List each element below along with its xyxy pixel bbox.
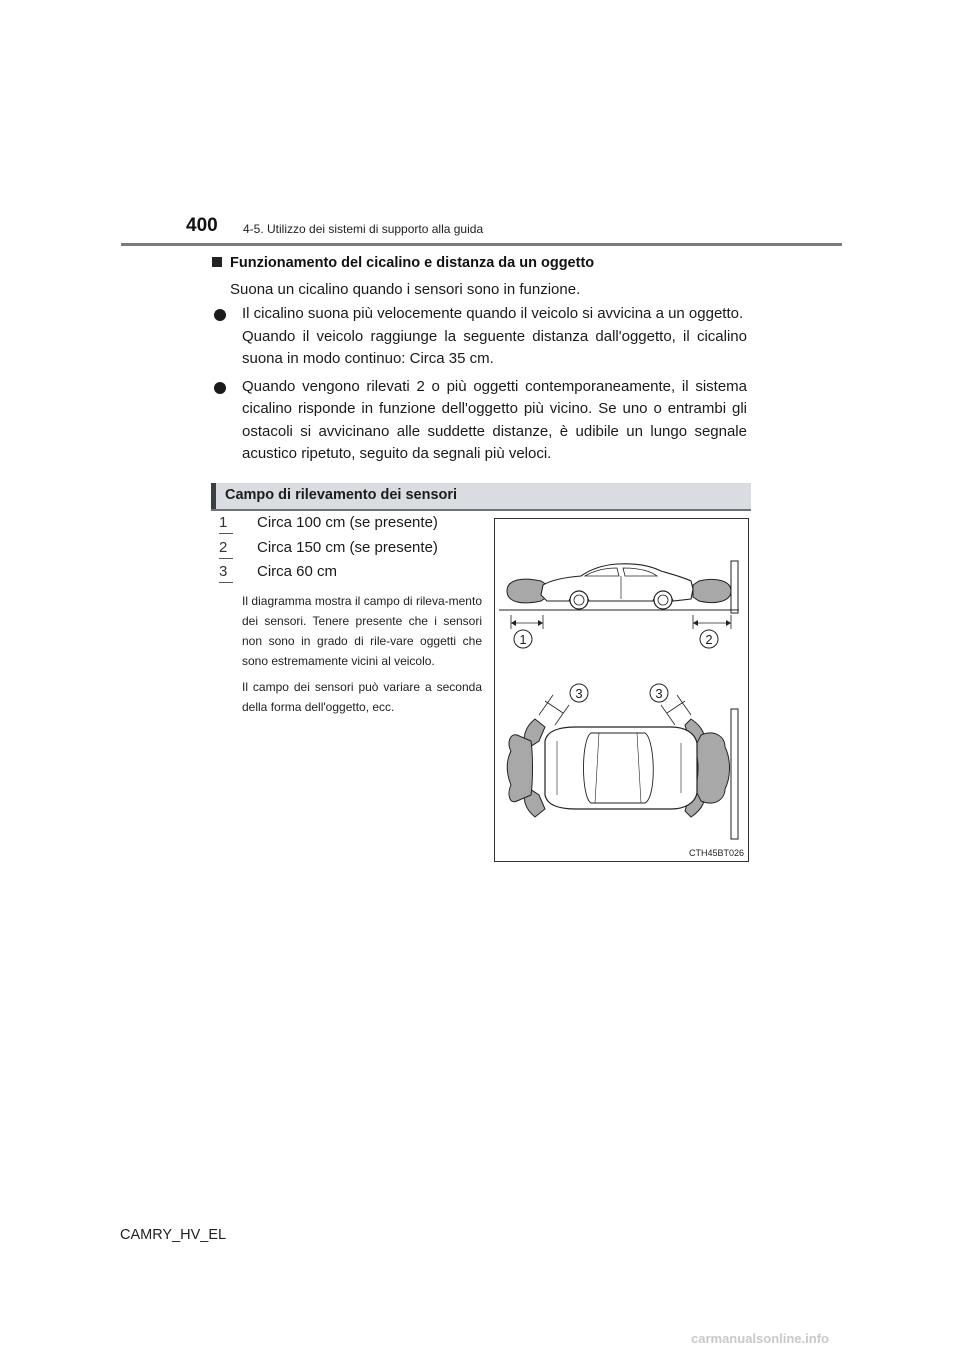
notes (242, 591, 482, 723)
note-text: Il campo dei sensori può variare a seconda della forma dell'oggetto, ecc. (242, 680, 482, 714)
bullet-text: Il cicalino suona più velocemente quando il veicolo si avvicina a un oggetto. (242, 305, 744, 322)
callout-label: 3 (575, 686, 583, 701)
section-accent (211, 483, 216, 509)
bullet-list (211, 303, 747, 471)
callout-label: 2 (705, 632, 713, 647)
front-center-zone (507, 735, 532, 802)
wall (731, 561, 738, 613)
bullet-text: Quando il veicolo raggiunge la seguente distanza dall'oggetto, il cicalino suona in modo continuo: Circa 35 cm. (242, 327, 747, 367)
bullet-item (211, 376, 747, 466)
sub-heading-text: Funzionamento del cicalino e distanza da un oggetto (230, 255, 595, 271)
intro-text: Suona un cicalino quando i sensori sono in funzione. (230, 281, 581, 298)
header-rule (121, 243, 842, 246)
item-text: Circa 100 cm (se presente) (257, 514, 438, 531)
note-text: Il diagramma mostra il campo di rileva-mento dei sensori. Tenere presente che i sensori non sono in grado di rile-vare oggetti che sono estremamente vicini al veicolo. (242, 594, 482, 668)
item-number: 3 (219, 563, 239, 580)
wall-top-view (731, 709, 738, 839)
diagram-svg (495, 519, 750, 863)
rear-center-zone (695, 733, 730, 803)
page-number: 400 (186, 215, 218, 236)
rear-sensor-zone (693, 579, 731, 602)
bullet-dot-icon (214, 382, 226, 394)
sensor-range-diagram (494, 518, 749, 862)
bullet-item (211, 303, 747, 371)
bullet-text: Quando vengono rilevati 2 o più oggetti contemporaneamente, il sistema cicalino risponde in funzione dell'oggetto più vicino. Se uno o entrambi gli ostacoli si avvicinano alle suddette distanze, è udibile un lungo segnale acustico ripetuto, seguito da segnali più veloci. (242, 377, 747, 462)
sub-heading (212, 255, 594, 271)
figure-code: CTH45BT026 (688, 848, 744, 858)
callout-label: 1 (519, 632, 527, 647)
header-section-title: 4-5. Utilizzo dei sistemi di supporto alla guida (243, 222, 484, 236)
item-text: Circa 60 cm (257, 563, 338, 580)
section-title: Campo di rilevamento dei sensori (225, 487, 458, 503)
callout-label: 3 (655, 686, 663, 701)
footer-model-code: CAMRY_HV_EL (120, 1227, 227, 1243)
watermark: carmanualsonline.info (691, 1331, 829, 1346)
square-bullet-icon (212, 257, 222, 267)
item-text: Circa 150 cm (se presente) (257, 538, 438, 556)
bullet-dot-icon (214, 309, 226, 321)
item-number: 2 (219, 539, 239, 556)
item-number: 1 (219, 514, 239, 531)
section-title-bar (211, 483, 751, 511)
front-sensor-zone (507, 579, 547, 603)
